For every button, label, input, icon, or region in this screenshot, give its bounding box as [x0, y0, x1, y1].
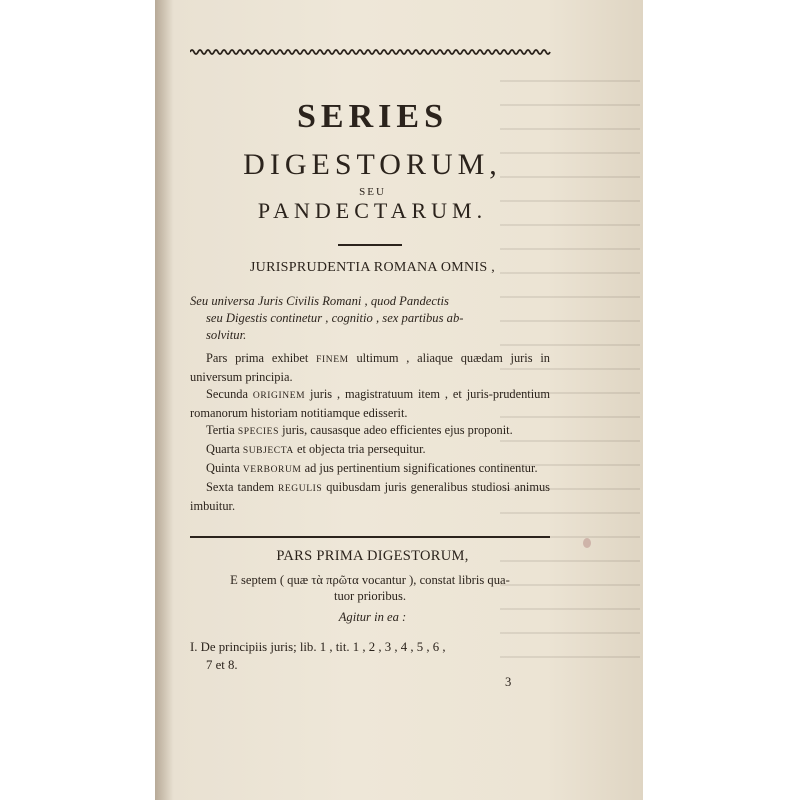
intro-text: [190, 293, 550, 344]
agitur-line: Agitur in ea :: [338, 610, 407, 624]
paragraph-text: Sexta tandem: [206, 480, 278, 494]
paragraph: [190, 350, 550, 386]
page-content: [190, 48, 555, 708]
small-caps-term: FINEM: [316, 355, 349, 365]
part-description-line: E septem ( quæ τὰ πρῶτα vocantur ), constat libris qua-: [230, 573, 510, 587]
intro-line: solvitur.: [206, 328, 247, 342]
intro-line: seu Digestis continetur , cognitio , sex partibus ab-: [206, 311, 464, 325]
paragraph-text: ad jus pertinentium significationes continentur.: [301, 461, 538, 475]
paragraph-text: juris, causasque adeo efficientes ejus proponit.: [278, 423, 513, 437]
paragraph-text: ultimum , aliaque quædam juris in universum principia.: [190, 351, 550, 384]
paragraphs: [190, 350, 550, 515]
list-item: [190, 638, 550, 674]
title-line-3: PANDECTARUM.: [257, 198, 488, 223]
part-description: [190, 572, 550, 604]
part-heading: PARS PRIMA DIGESTORUM,: [276, 548, 469, 564]
title-line-2: DIGESTORUM,: [243, 148, 502, 181]
small-caps-term: REGULIS: [277, 484, 323, 494]
paragraph: [190, 386, 550, 422]
paragraph-text: quibusdam juris generalibus studiosi animus imbuitur.: [190, 480, 550, 513]
small-caps-term: VERBORUM: [242, 465, 302, 475]
short-rule: [338, 244, 402, 246]
paragraph-text: juris , magistratuum item , et juris-prudentium romanorum historiam notitiamque edisserit.: [190, 387, 550, 420]
ornamental-wavy-rule: [190, 48, 552, 56]
paragraph: [190, 479, 550, 515]
small-caps-term: SPECIES: [237, 427, 279, 437]
part-description-line: tuor prioribus.: [333, 589, 407, 603]
paragraph-text: Secunda: [206, 387, 253, 401]
ink-stain: [583, 538, 591, 548]
paragraph: [190, 460, 550, 479]
small-caps-term: SUBJECTA: [242, 446, 294, 456]
title-conjunction: SEU: [359, 186, 386, 198]
list-item-line: 7 et 8.: [206, 658, 238, 672]
small-caps-term: ORIGINEM: [252, 391, 306, 401]
intro-line: Seu universa Juris Civilis Romani , quod Pandectis: [190, 294, 449, 308]
list-item-line: I. De principiis juris; lib. 1 , tit. 1 , 2 , 3 , 4 , 5 , 6 ,: [190, 640, 446, 654]
paragraph-text: Pars prima exhibet: [206, 351, 317, 365]
title-line-1: SERIES: [297, 98, 448, 135]
page-number: 3: [505, 675, 512, 689]
paragraph-text: Quinta: [206, 461, 243, 475]
paragraph-text: Quarta: [206, 442, 243, 456]
paragraph-text: et objecta tria persequitur.: [293, 442, 426, 456]
paragraph-text: Tertia: [206, 423, 238, 437]
paragraph: [190, 441, 550, 460]
section-heading: JURISPRUDENTIA ROMANA OMNIS ,: [249, 260, 496, 275]
spine-shadow: [155, 0, 173, 800]
long-rule: [190, 536, 550, 538]
paragraph: [190, 422, 550, 441]
